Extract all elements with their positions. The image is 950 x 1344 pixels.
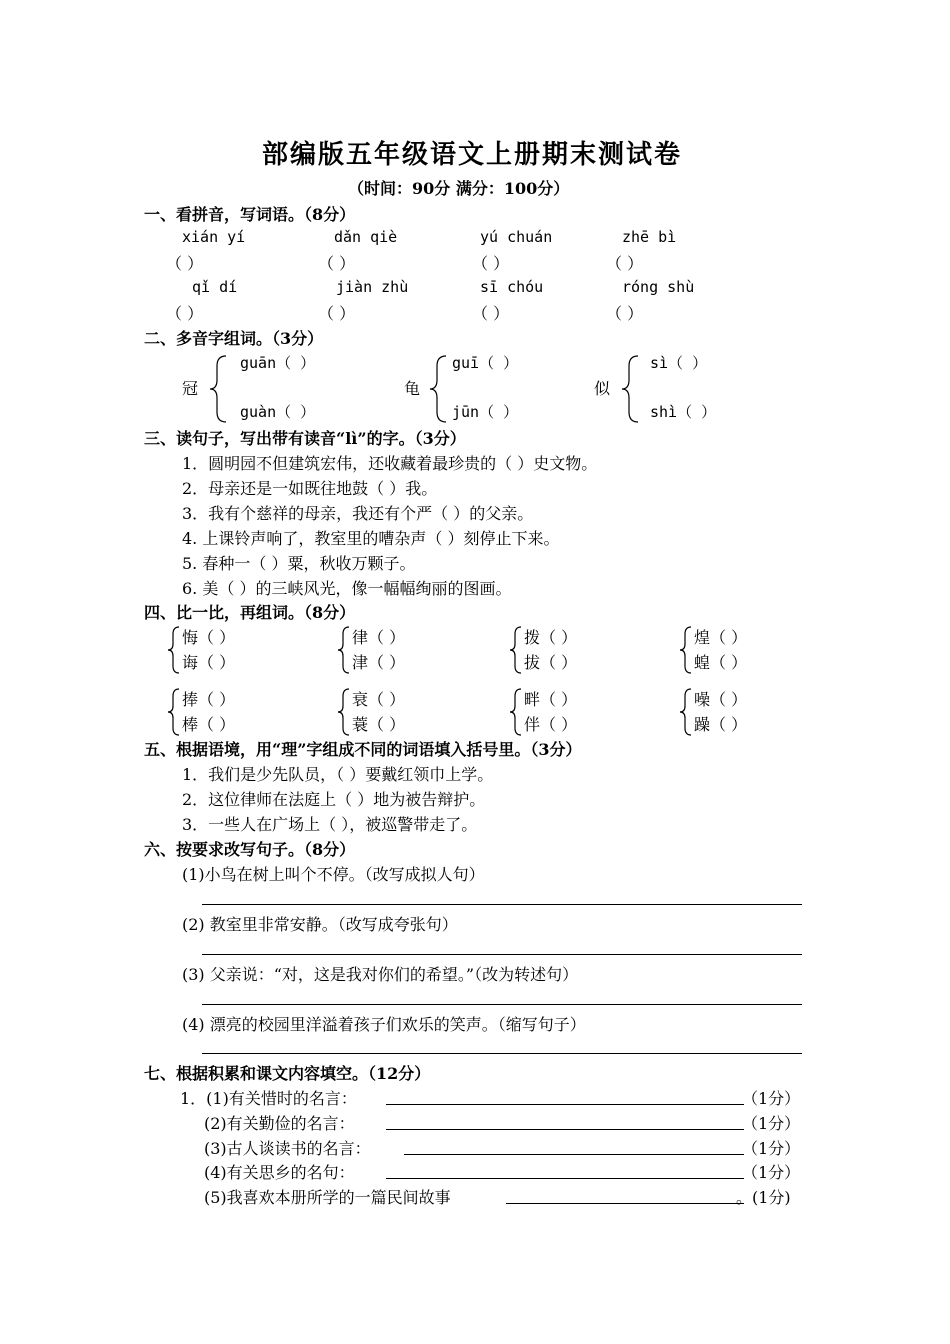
rewrite-prompt: (3) 父亲说：“对，这是我对你们的希望。”（改为转述句） (182, 965, 579, 984)
pinyin: jiàn zhù (336, 278, 409, 296)
score-label: （1分） (742, 1089, 801, 1108)
score-label: （1分） (742, 1139, 801, 1158)
question-item: 3．一些人在广场上（ ），被巡警带走了。 (182, 815, 478, 834)
question-item: 5. 春种一（ ）粟，秋收万颗子。 (182, 554, 416, 573)
compare-word[interactable]: 捧（ ） (182, 690, 236, 709)
compare-word[interactable]: 拔（ ） (524, 653, 578, 672)
question-item: 3．我有个慈祥的母亲，我还有个严（ ）的父亲。 (182, 504, 534, 523)
brace-icon (620, 354, 642, 424)
brace-icon (508, 688, 524, 736)
fill-label: 1．(1)有关惜时的名言： (180, 1089, 357, 1108)
polyphone-reading[interactable]: guī（ ） (452, 354, 519, 372)
answer-line[interactable] (386, 1129, 744, 1130)
brace-icon (336, 688, 352, 736)
compare-word[interactable]: 畔（ ） (524, 690, 578, 709)
answer-blank[interactable]: （ ） (318, 254, 356, 273)
section-5-heading: 五、根据语境，用“理”字组成不同的词语填入括号里。（3分） (144, 740, 582, 759)
pinyin: róng shù (622, 278, 695, 296)
polyphone-reading[interactable]: sì（ ） (650, 354, 708, 372)
rewrite-prompt: (4) 漂亮的校园里洋溢着孩子们欢乐的笑声。（缩写句子） (182, 1015, 586, 1034)
brace-icon (508, 626, 524, 674)
answer-blank[interactable]: （ ） (472, 304, 510, 323)
compare-word[interactable]: 煌（ ） (694, 628, 748, 647)
answer-blank[interactable]: （ ） (472, 254, 510, 273)
answer-blank[interactable]: （ ） (606, 254, 644, 273)
section-6-heading: 六、按要求改写句子。（8分） (144, 840, 356, 859)
brace-icon (428, 354, 450, 424)
fill-label: (2)有关勤俭的名言： (204, 1114, 355, 1133)
question-item: 1．我们是少先队员，（ ）要戴红领巾上学。 (182, 765, 494, 784)
polyphone-char: 冠 (182, 379, 199, 398)
score-label: （1分） (742, 1114, 801, 1133)
brace-icon (208, 354, 230, 424)
fill-label: (5)我喜欢本册所学的一篇民间故事 (204, 1188, 451, 1207)
answer-line[interactable] (202, 1053, 802, 1054)
answer-line[interactable] (202, 1004, 802, 1005)
compare-word[interactable]: 悔（ ） (182, 628, 236, 647)
score-label: （1分） (742, 1163, 801, 1182)
answer-blank[interactable]: （ ） (166, 254, 204, 273)
answer-line[interactable] (202, 904, 802, 905)
answer-line[interactable] (404, 1154, 744, 1155)
compare-word[interactable]: 蓑（ ） (352, 715, 406, 734)
question-item: 1．圆明园不但建筑宏伟，还收藏着最珍贵的（ ）史文物。 (182, 454, 598, 473)
compare-word[interactable]: 津（ ） (352, 653, 406, 672)
answer-line[interactable] (386, 1104, 744, 1105)
rewrite-prompt: (1)小鸟在树上叫个不停。（改写成拟人句） (182, 865, 485, 884)
answer-blank[interactable]: （ ） (606, 304, 644, 323)
score-label: 。(1分) (736, 1188, 791, 1207)
answer-line[interactable] (386, 1178, 744, 1179)
pinyin: dǎn qiè (334, 228, 398, 246)
rewrite-prompt: (2) 教室里非常安静。（改写成夸张句） (182, 915, 458, 934)
compare-word[interactable]: 衰（ ） (352, 690, 406, 709)
section-7-heading: 七、根据积累和课文内容填空。（12分） (144, 1064, 431, 1083)
exam-info: （时间：90分 满分：100分） (348, 179, 570, 198)
compare-word[interactable]: 躁（ ） (694, 715, 748, 734)
question-item: 6. 美（ ）的三峡风光，像一幅幅绚丽的图画。 (182, 579, 512, 598)
question-item: 2．这位律师在法庭上（ ）地为被告辩护。 (182, 790, 486, 809)
question-item: 2．母亲还是一如既往地鼓（ ）我。 (182, 479, 438, 498)
section-3-heading: 三、读句子，写出带有读音“lì”的字。（3分） (144, 429, 466, 448)
compare-word[interactable]: 拨（ ） (524, 628, 578, 647)
answer-line[interactable] (202, 954, 802, 955)
compare-word[interactable]: 噪（ ） (694, 690, 748, 709)
brace-icon (166, 626, 182, 674)
brace-icon (678, 688, 694, 736)
polyphone-reading[interactable]: guàn（ ） (240, 403, 316, 421)
polyphone-char: 龟 (404, 379, 421, 398)
pinyin: zhē bì (622, 228, 677, 246)
section-1-heading: 一、看拼音，写词语。（8分） (144, 205, 356, 224)
page-title: 部编版五年级语文上册期末测试卷 (262, 140, 683, 170)
polyphone-reading[interactable]: guān（ ） (240, 354, 316, 372)
pinyin: xián yí (182, 228, 246, 246)
compare-word[interactable]: 棒（ ） (182, 715, 236, 734)
pinyin: sī chóu (480, 278, 544, 296)
answer-blank[interactable]: （ ） (318, 304, 356, 323)
compare-word[interactable]: 伴（ ） (524, 715, 578, 734)
brace-icon (166, 688, 182, 736)
answer-line[interactable] (506, 1203, 744, 1204)
section-2-heading: 二、多音字组词。（3分） (144, 329, 324, 348)
compare-word[interactable]: 诲（ ） (182, 653, 236, 672)
fill-label: (3)古人谈读书的名言： (204, 1139, 371, 1158)
answer-blank[interactable]: （ ） (166, 304, 204, 323)
compare-word[interactable]: 蝗（ ） (694, 653, 748, 672)
question-item: 4. 上课铃声响了，教室里的嘈杂声（ ）刻停止下来。 (182, 529, 560, 548)
pinyin: yú chuán (480, 228, 553, 246)
pinyin: qǐ dí (192, 278, 238, 296)
compare-word[interactable]: 律（ ） (352, 628, 406, 647)
polyphone-reading[interactable]: jūn（ ） (452, 403, 519, 421)
polyphone-reading[interactable]: shì（ ） (650, 403, 717, 421)
brace-icon (678, 626, 694, 674)
brace-icon (336, 626, 352, 674)
polyphone-char: 似 (594, 379, 611, 398)
section-4-heading: 四、比一比，再组词。（8分） (144, 603, 356, 622)
fill-label: (4)有关思乡的名句： (204, 1163, 355, 1182)
